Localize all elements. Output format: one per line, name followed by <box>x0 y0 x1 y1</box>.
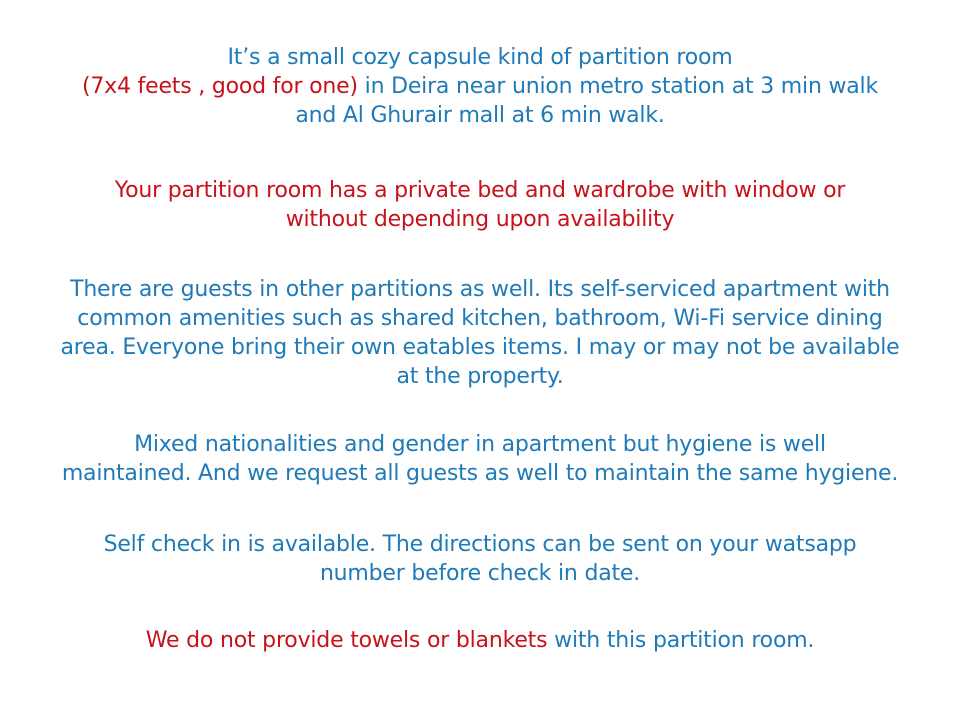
location-mall-text: and Al Ghurair mall at 6 min walk. <box>295 103 665 128</box>
room-features-line-1: Your partition room has a private bed and wardrobe with window or <box>114 178 846 203</box>
hygiene-line-2: maintained. And we request all guests as well to maintain the same hygiene. <box>61 461 899 486</box>
paragraph-room-features <box>20 176 940 234</box>
location-metro-text: in Deira near union metro station at 3 min walk <box>357 74 879 99</box>
hygiene-line-1: Mixed nationalities and gender in apartment but hygiene is well <box>134 432 826 457</box>
towels-notice-red-text: We do not provide towels or blankets <box>145 628 548 653</box>
paragraph-towels-notice <box>20 626 940 655</box>
room-type-text: It’s a small cozy capsule kind of partition room <box>227 45 733 70</box>
paragraph-hygiene <box>20 430 940 488</box>
amenities-line-4: at the property. <box>396 364 564 389</box>
paragraph-self-check-in <box>20 530 940 588</box>
towels-notice-blue-text: with this partition room. <box>547 628 815 653</box>
room-features-line-2: without depending upon availability <box>285 207 675 232</box>
paragraph-shared-amenities <box>20 275 940 391</box>
room-size-text: (7x4 feets , good for one) <box>81 74 358 99</box>
check-in-line-1: Self check in is available. The directions can be sent on your watsapp <box>103 532 857 557</box>
amenities-line-3: area. Everyone bring their own eatables items. I may or may not be available <box>60 335 900 360</box>
paragraph-room-overview <box>20 43 940 130</box>
amenities-line-1: There are guests in other partitions as well. Its self-serviced apartment with <box>70 277 890 302</box>
check-in-line-2: number before check in date. <box>319 561 641 586</box>
amenities-line-2: common amenities such as shared kitchen, bathroom, Wi-Fi service dining <box>77 306 883 331</box>
